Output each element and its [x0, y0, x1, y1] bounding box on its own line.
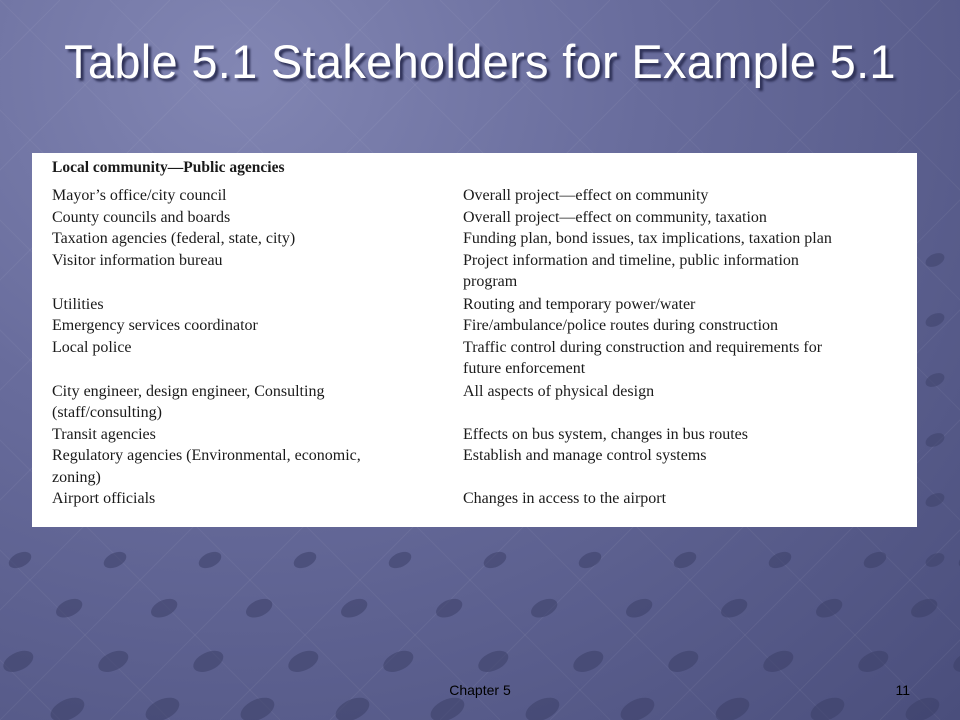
stakeholder-cell: Visitor information bureau — [52, 251, 223, 269]
stakeholder-cell: County councils and boards — [52, 208, 231, 226]
background-dot — [190, 646, 227, 676]
table-row — [52, 185, 917, 207]
table-row — [52, 228, 917, 250]
background-dot — [908, 595, 940, 621]
background-dot — [386, 549, 414, 572]
background-dot — [923, 430, 946, 449]
interest-cell: Effects on bus system, changes in bus routes — [463, 425, 748, 443]
stakeholder-cell: Emergency services coordinator — [52, 317, 258, 334]
background-dot — [338, 595, 370, 621]
interest-cell: Changes in access to the airport — [463, 490, 667, 507]
table-row — [52, 315, 917, 337]
table-row — [52, 294, 917, 316]
table-row — [52, 445, 917, 467]
slide-title: Table 5.1 Stakeholders for Example 5.1 — [64, 35, 896, 88]
stakeholder-cell: Taxation agencies (federal, state, city) — [52, 230, 296, 247]
stakeholders-table — [32, 153, 917, 527]
background-dot — [433, 595, 465, 621]
background-dot — [718, 595, 750, 621]
interest-cell: Traffic control during construction and requirements for — [463, 338, 823, 356]
background-dot — [623, 595, 655, 621]
background-dot — [813, 595, 845, 621]
stakeholder-cell: Utilities — [52, 295, 104, 313]
interest-cell — [463, 402, 917, 424]
interest-cell: Overall project—effect on community — [463, 187, 709, 204]
interest-cell: Fire/ambulance/police routes during construction — [463, 317, 779, 334]
background-dot — [475, 646, 512, 676]
background-dot — [861, 549, 889, 572]
table-row — [52, 250, 917, 272]
background-dot — [923, 490, 946, 509]
interest-cell: Project information and timeline, public information — [463, 251, 799, 269]
interest-cell: All aspects of physical design — [463, 382, 655, 400]
interest-cell: Funding plan, bond issues, tax implications, taxation plan — [463, 230, 832, 247]
table-row — [52, 337, 917, 359]
table-row — [52, 207, 917, 229]
background-dot — [570, 646, 607, 676]
table-row — [52, 424, 917, 446]
background-dot — [665, 646, 702, 676]
interest-cell: Routing and temporary power/water — [463, 295, 696, 313]
interest-cell — [463, 467, 917, 489]
background-dot — [291, 549, 319, 572]
background-dot — [380, 646, 417, 676]
table-row — [52, 467, 917, 489]
interest-cell: Establish and manage control systems — [463, 447, 707, 464]
stakeholder-cell: Local police — [52, 338, 132, 356]
stakeholder-cell: Airport officials — [52, 490, 156, 507]
background-dot — [766, 549, 794, 572]
background-dot — [956, 549, 960, 572]
background-dot — [950, 646, 960, 676]
background-dot — [101, 549, 129, 572]
background-dot — [671, 549, 699, 572]
background-dot — [855, 646, 892, 676]
background-dot — [243, 595, 275, 621]
stakeholder-cell — [52, 271, 463, 293]
background-dot — [528, 595, 560, 621]
table-section-heading: Local community—Public agencies — [52, 159, 285, 176]
slide-number: 11 — [895, 682, 910, 698]
stakeholder-cell: Regulatory agencies (Environmental, economic, — [52, 447, 361, 464]
background-dot — [6, 549, 34, 572]
table-row — [52, 271, 917, 293]
background-dot — [0, 646, 37, 676]
stakeholder-cell: City engineer, design engineer, Consulting — [52, 382, 325, 400]
stakeholder-cell — [52, 358, 463, 380]
stakeholder-cell: Mayor’s office/city council — [52, 187, 227, 204]
background-dot — [148, 595, 180, 621]
stakeholder-cell: (staff/consulting) — [52, 404, 162, 421]
background-dot — [923, 370, 946, 389]
table-body — [52, 185, 917, 510]
background-dot — [481, 549, 509, 572]
background-dot — [576, 549, 604, 572]
table-row — [52, 358, 917, 380]
interest-cell: program — [463, 273, 518, 290]
background-dot — [285, 646, 322, 676]
background-dot — [196, 549, 224, 572]
footer-chapter: Chapter 5 — [449, 682, 511, 698]
background-dot — [923, 550, 946, 569]
stakeholder-cell: Transit agencies — [52, 425, 156, 443]
interest-cell: Overall project—effect on community, taxation — [463, 208, 767, 226]
background-dot — [760, 646, 797, 676]
table-row — [52, 488, 917, 510]
interest-cell: future enforcement — [463, 360, 586, 377]
table-row — [52, 402, 917, 424]
stakeholder-cell: zoning) — [52, 468, 101, 486]
background-dot — [53, 595, 85, 621]
table-row — [52, 381, 917, 403]
